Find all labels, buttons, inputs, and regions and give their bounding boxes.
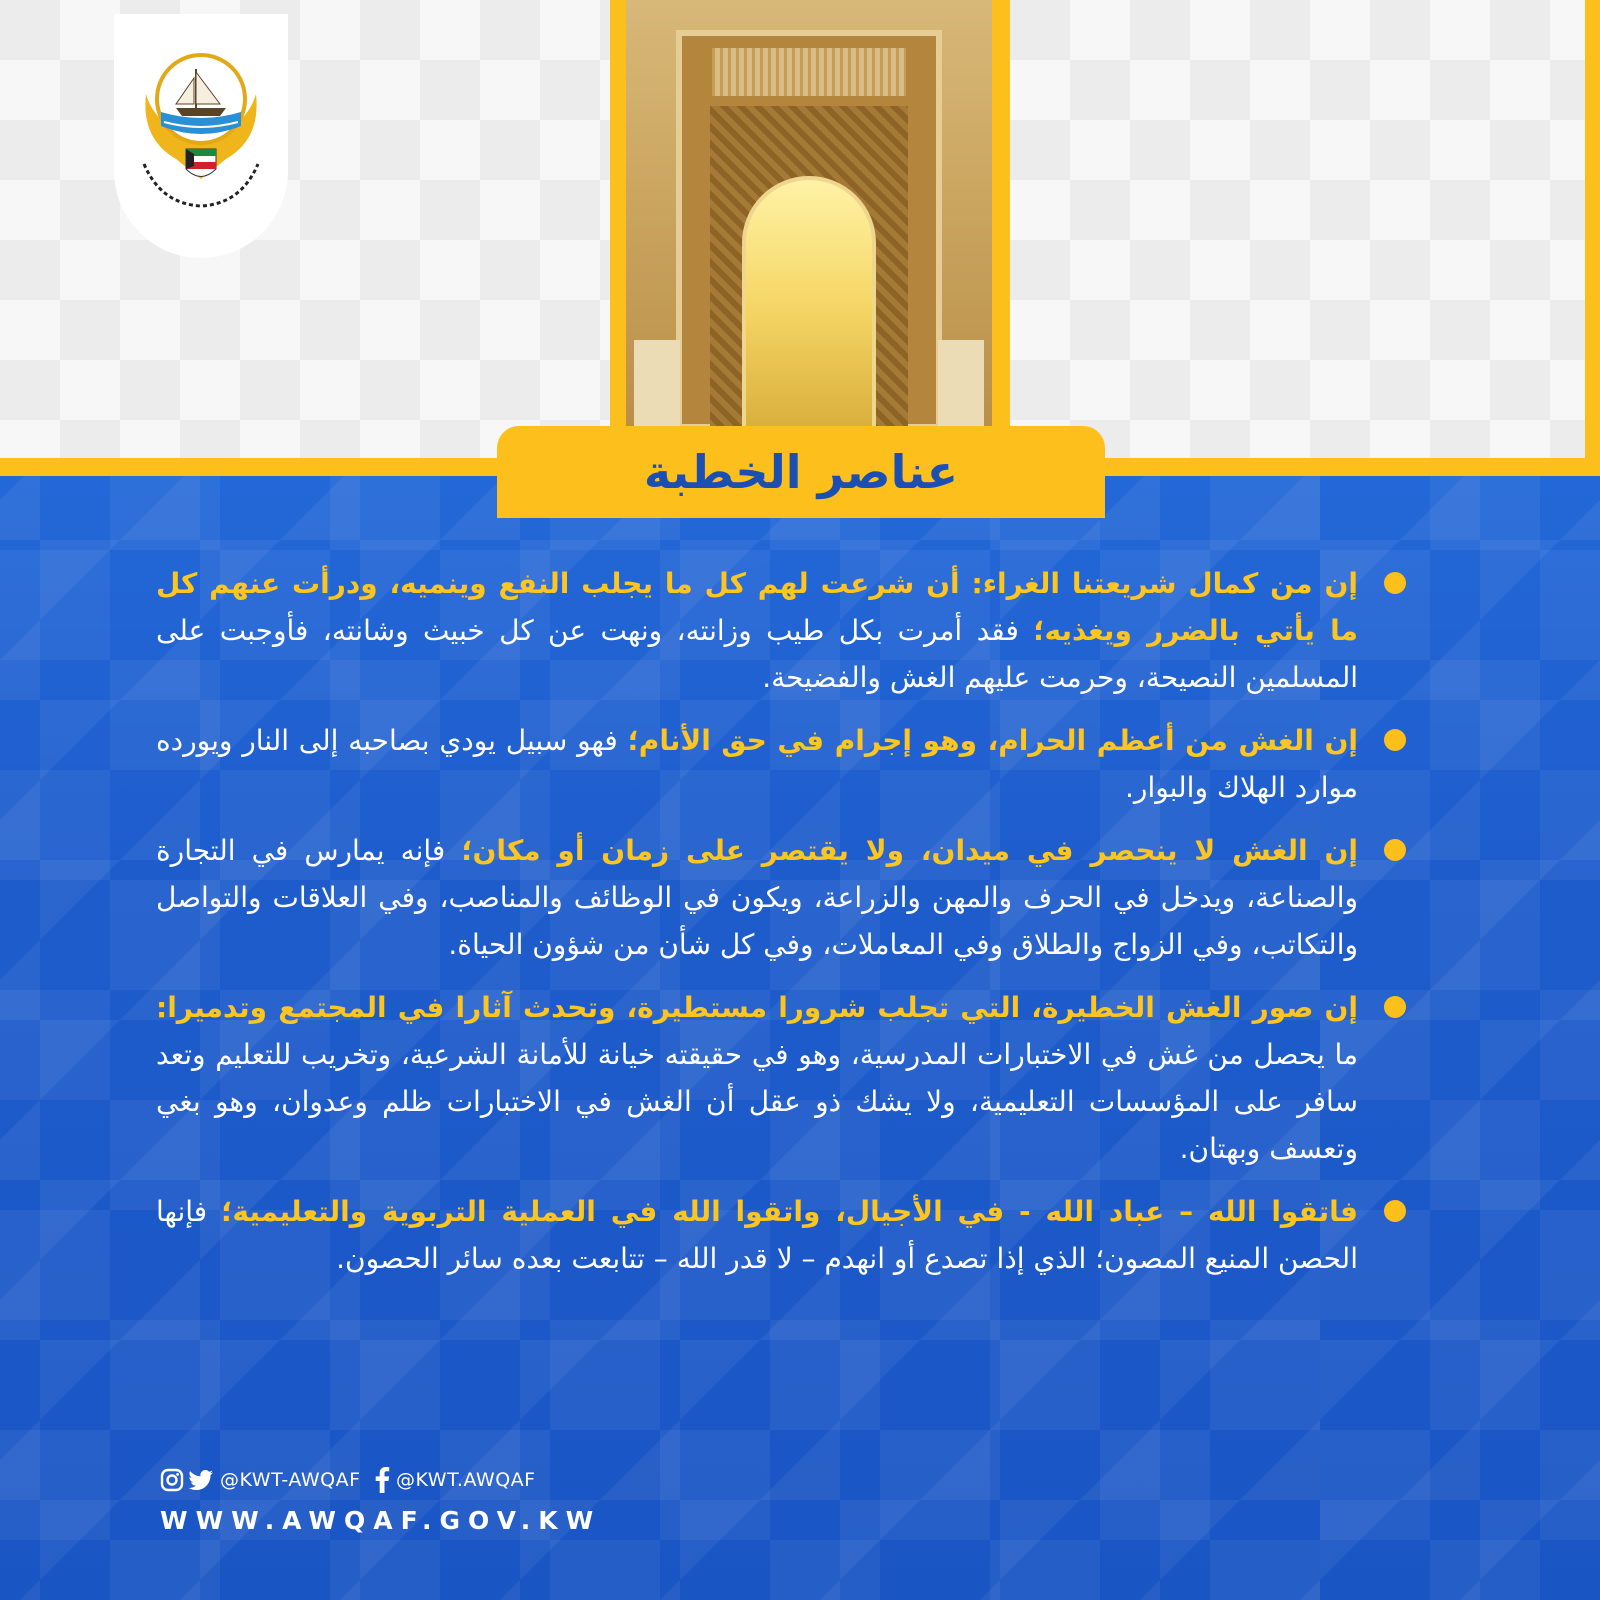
mihrab-mosaic bbox=[710, 106, 908, 430]
facebook-link[interactable] bbox=[374, 1462, 536, 1498]
point-text: فإنها الحصن المنيع المصون؛ الذي إذا تصدع أو انهدم – لا قدر الله – تتابعت بعده سائر الحصون. bbox=[156, 1195, 1358, 1275]
mihrab-inscription bbox=[712, 48, 906, 96]
point-text: فقد أمرت بكل طيب وزانته، ونهت عن كل خبيث وشانته، فأوجبت على المسلمين النصيحة، وحرمت عليهم الغش والفضيحة. bbox=[156, 614, 1358, 694]
twitter-handle[interactable]: @KWT-AWQAF bbox=[220, 1469, 361, 1491]
list-item bbox=[156, 984, 1406, 1172]
ministry-emblem-icon bbox=[136, 44, 266, 214]
footer bbox=[160, 1462, 602, 1535]
list-item bbox=[156, 1188, 1406, 1282]
mihrab-niche bbox=[742, 176, 876, 430]
point-highlight: إن الغش لا ينحصر في ميدان، ولا يقتصر على زمان أو مكان؛ bbox=[461, 834, 1358, 867]
mihrab-frame bbox=[676, 30, 942, 430]
social-row bbox=[160, 1462, 600, 1498]
mihrab-column-left bbox=[634, 340, 680, 430]
bullet-icon bbox=[1384, 729, 1406, 751]
point-text: فإنه يمارس في التجارة والصناعة، ويدخل في الحرف والمهن والزراعة، ويكون في الوظائف والمناصب، وفي العلاقات والتواصل والتكاتب، وفي الزواج والطلاق وفي المعاملات، وفي كل شأن من شؤون الحياة. bbox=[156, 834, 1358, 961]
list-item bbox=[156, 717, 1406, 811]
list-item bbox=[156, 827, 1406, 968]
bullet-icon bbox=[1384, 839, 1406, 861]
sermon-points-list bbox=[156, 560, 1406, 1298]
point-highlight: فاتقوا الله – عباد الله - في الأجيال، واتقوا الله في العملية التربوية والتعليمية؛ bbox=[221, 1195, 1359, 1228]
twitter-instagram-link[interactable] bbox=[160, 1462, 361, 1498]
mihrab-column-right bbox=[938, 340, 984, 430]
bullet-icon bbox=[1384, 572, 1406, 594]
point-text: ما يحصل من غش في الاختبارات المدرسية، وهو في حقيقته خيانة للأمانة الشرعية، وتخريب للتعليم وتعد سافر على المؤسسات التعليمية، ولا يشك ذو عقل أن الغش في الاختبارات ظلم وعدوان، وهو بغي وتعسف وبهتان. bbox=[156, 1038, 1358, 1165]
left-pattern-panel bbox=[0, 0, 610, 458]
right-pattern-panel bbox=[1010, 0, 1585, 458]
instagram-icon[interactable] bbox=[160, 1468, 184, 1492]
bullet-icon bbox=[1384, 1200, 1406, 1222]
logo-badge bbox=[114, 14, 288, 258]
title-tab bbox=[497, 426, 1105, 518]
facebook-icon[interactable] bbox=[374, 1467, 390, 1493]
point-highlight: إن الغش من أعظم الحرام، وهو إجرام في حق الأنام؛ bbox=[627, 724, 1359, 757]
page-title: عناصر الخطبة bbox=[643, 445, 959, 499]
bullet-icon bbox=[1384, 996, 1406, 1018]
point-highlight: إن صور الغش الخطيرة، التي تجلب شرورا مستطيرة، وتحدث آثارا في المجتمع وتدميرا: bbox=[156, 991, 1358, 1024]
point-text: فهو سبيل يودي بصاحبه إلى النار ويورده موارد الهلاك والبوار. bbox=[156, 724, 1358, 804]
website-link[interactable]: WWW.AWQAF.GOV.KW bbox=[160, 1506, 602, 1535]
point-highlight: إن من كمال شريعتنا الغراء: أن شرعت لهم كل ما يجلب النفع وينميه، ودرأت عنهم كل ما يأتي بالضرر ويغذيه؛ bbox=[156, 567, 1358, 647]
list-item bbox=[156, 560, 1406, 701]
mihrab-image bbox=[626, 0, 992, 430]
facebook-handle[interactable]: @KWT.AWQAF bbox=[396, 1469, 536, 1491]
twitter-icon[interactable] bbox=[188, 1468, 214, 1492]
